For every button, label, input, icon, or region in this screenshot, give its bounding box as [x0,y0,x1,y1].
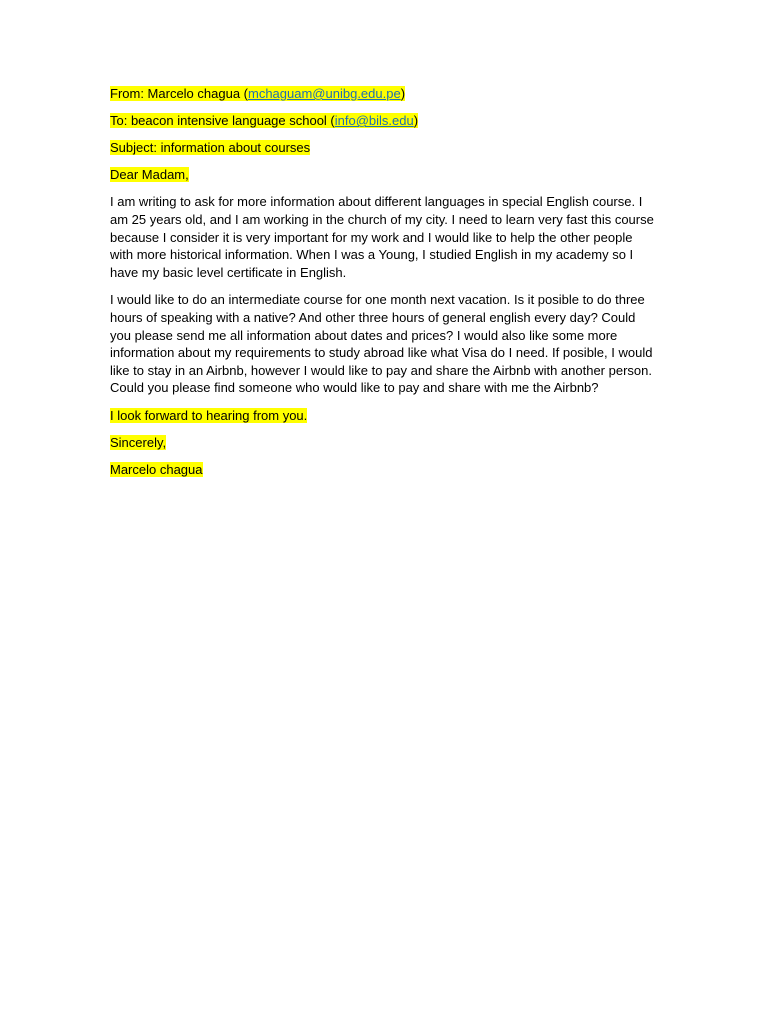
from-highlight [110,86,405,101]
signoff-line [110,434,658,452]
body-paragraph-2: I would like to do an intermediate course for one month next vacation. Is it posible to do three hours of speaking with a native? And other three hours of general english every day? Could you please send me all information about dates and prices? I would also like some more information about my requirements to study abroad like what Visa do I need. If posible, I would like to stay in an Airbnb, however I would like to pay and share the Airbnb with another person. Could you please find someone who would like to pay and share with me the Airbnb? [110,292,653,396]
from-suffix: ) [400,86,406,101]
salutation-line [110,166,658,184]
subject-line [110,139,658,157]
closing-line [110,407,658,425]
to-line [110,112,658,130]
body-paragraph-1: I am writing to ask for more information about different languages in special English course. I am 25 years old, and I am working in the church of my city. I need to learn very fast this course because I consider it is very important for my work and I would like to help the other people with more historical information. When I was a Young, I studied English in my academy so I have my basic level certificate in English. [110,194,654,280]
from-prefix: From: Marcelo chagua ( [110,86,248,101]
to-suffix: ) [413,113,419,129]
signature-text: Marcelo chagua [110,462,203,478]
to-email-link[interactable]: info@bils.edu [334,113,414,129]
to-prefix: To: beacon intensive language school ( [110,113,335,129]
letter-body [110,85,658,488]
from-line [110,85,658,103]
signature-line [110,461,658,479]
to-highlight [110,113,418,128]
subject-text: Subject: information about courses [110,140,311,156]
salutation-text: Dear Madam, [110,167,189,183]
from-email-link[interactable]: mchaguam@unibg.edu.pe [248,86,401,101]
closing-text: I look forward to hearing from you. [110,407,308,423]
signoff-text: Sincerely, [110,435,167,450]
